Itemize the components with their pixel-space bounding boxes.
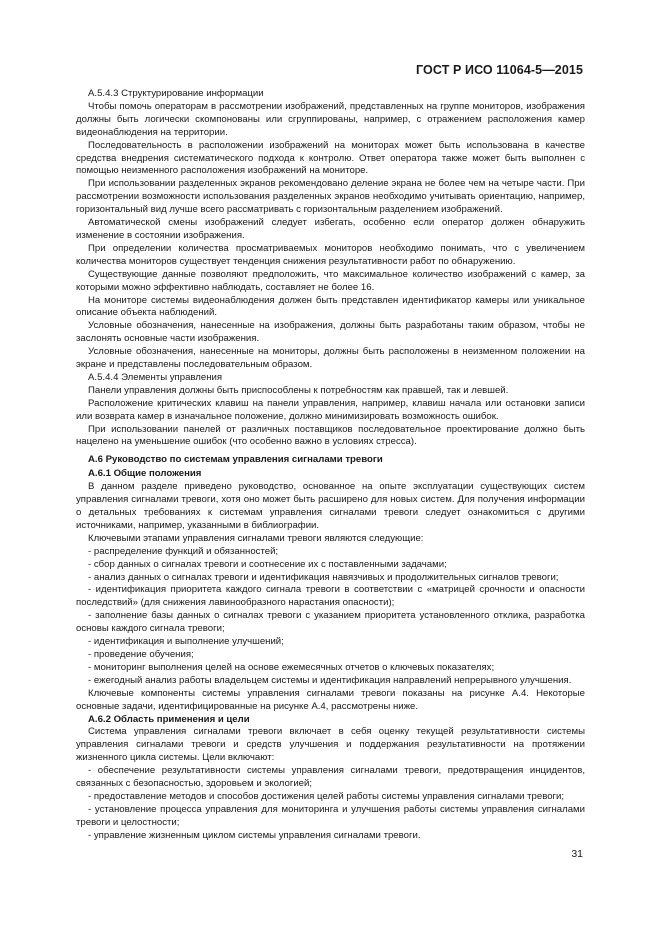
clause-heading: А.5.4.3 Структурирование информации bbox=[88, 88, 264, 99]
paragraph: - обеспечение результативности системы управления сигналами тревоги, предотвращения инцидентов, связанных с безопасностью, здоровьем и экологией; bbox=[76, 765, 585, 790]
paragraph: Система управления сигналами тревоги включает в себя оценку текущей результативности системы управления сигналами тревоги и средств улучшения и поддержания результативности на протяжении жизненного цикла системы. Цели включают: bbox=[76, 726, 585, 764]
paragraph: - проведение обучения; bbox=[88, 648, 194, 660]
document-header: ГОСТ Р ИСО 11064-5—2015 bbox=[416, 63, 583, 77]
paragraph: - ежегодный анализ работы владельцем системы и идентификация направлений непрерывного улучшения. bbox=[88, 674, 572, 686]
paragraph: - установление процесса управления для мониторинга и улучшения работы системы управления сигналами тревоги и целостности; bbox=[76, 803, 585, 828]
paragraph: Ключевыми этапами управления сигналами тревоги являются следующие: bbox=[88, 532, 424, 544]
paragraph: Ключевые компоненты системы управления сигналами тревоги показаны на рисунке А.4. Некоторые основные задачи, идентифицированные на рисунке А.4, рассмотрены ниже. bbox=[76, 687, 585, 712]
page-number: 31 bbox=[571, 848, 583, 860]
paragraph: - предоставление методов и способов достижения целей работы системы управления сигналами тревоги; bbox=[88, 790, 565, 802]
paragraph: При определении количества просматриваемых мониторов необходимо понимать, что с увеличением количества мониторов существует тенденция снижения результативности работ по обнаружению. bbox=[76, 242, 585, 267]
clause-heading: А.5.4.4 Элементы управления bbox=[88, 371, 223, 383]
paragraph: На мониторе системы видеонаблюдения должен быть представлен идентификатор камеры или уникальное описание объекта наблюдений. bbox=[76, 294, 585, 319]
paragraph: - мониторинг выполнения целей на основе ежемесячных отчетов о ключевых показателях; bbox=[88, 661, 495, 673]
subsection-heading: А.6.2 Область применения и цели bbox=[88, 713, 250, 725]
paragraph: Условные обозначения, нанесенные на изображения, должны быть разработаны таким образом, чтобы не заслонять основные части изображения. bbox=[76, 320, 585, 345]
paragraph: - анализ данных о сигналах тревоги и идентификация навязчивых и продолжительных сигналов тревоги; bbox=[88, 571, 559, 583]
paragraph: При использовании разделенных экранов рекомендовано деление экрана не более чем на четыре части. При рассмотрении возможности использования разделенных экранов необходимо учитывать ориентацию, например, горизонтальный вид лучше всего рассматривать с горизонтальным разделением изображений. bbox=[76, 178, 585, 216]
document-body bbox=[76, 88, 585, 843]
paragraph: Последовательность в расположении изображений на мониторах может быть использована в качестве средства внедрения систематического подхода к контролю. Ответ оператора также может быть выполнен с помощью неизменного расположения изображений на мониторе. bbox=[76, 139, 585, 177]
paragraph: Панели управления должны быть приспособлены к потребностям как правшей, так и левшей. bbox=[88, 384, 509, 396]
paragraph: В данном разделе приведено руководство, основанное на опыте эксплуатации существующих систем управления сигналами тревоги, хотя оно может быть расширено для новых систем. Для получения информации о детальных требованиях к системам управления сигналами тревоги следует ознакомиться с другими источниками, например, указанными в библиографии. bbox=[76, 481, 585, 531]
paragraph: - идентификация и выполнение улучшений; bbox=[88, 636, 284, 648]
paragraph: - заполнение базы данных о сигналах тревоги с указанием приоритета установленного отклика, разработка основы каждого сигнала тревоги; bbox=[76, 610, 585, 635]
subsection-heading: А.6.1 Общие положения bbox=[88, 468, 202, 480]
paragraph: Чтобы помочь операторам в рассмотрении изображений, представленных на группе мониторов, изображения должны быть логически скомпонованы или сгруппированы, например, с отражением расположения камер видеонаблюдения на территории. bbox=[76, 100, 585, 138]
paragraph: - сбор данных о сигналах тревоги и соотнесение их с поставленными задачами; bbox=[88, 558, 447, 570]
section-heading: А.6 Руководство по системам управления сигналами тревоги bbox=[88, 454, 383, 466]
paragraph: При использовании панелей от различных поставщиков последовательное проектирование должно быть нацелено на уменьшение ошибок (что особенно важно в условиях стресса). bbox=[76, 423, 585, 448]
paragraph: - распределение функций и обязанностей; bbox=[88, 545, 279, 557]
paragraph: - идентификация приоритета каждого сигнала тревоги в соответствии с «матрицей срочности и опасности последствий» (для снижения лавинообразного нарастания опасности); bbox=[76, 584, 585, 609]
paragraph: Существующие данные позволяют предположить, что максимальное количество изображений с камер, за которыми можно эффективно наблюдать, составляет не более 16. bbox=[76, 268, 585, 293]
paragraph: Условные обозначения, нанесенные на мониторы, должны быть расположены в неизменном положении на экране и представлены последовательным образом. bbox=[76, 346, 585, 371]
paragraph: - управление жизненным циклом системы управления сигналами тревоги. bbox=[88, 829, 421, 841]
paragraph: Расположение критических клавиш на панели управления, например, клавиш начала или остановки записи или возврата камер в изначальное положение, должно минимизировать возможность ошибок. bbox=[76, 397, 585, 422]
paragraph: Автоматической смены изображений следует избегать, особенно если оператор должен обнаружить изменение в состоянии изображения. bbox=[76, 217, 585, 241]
